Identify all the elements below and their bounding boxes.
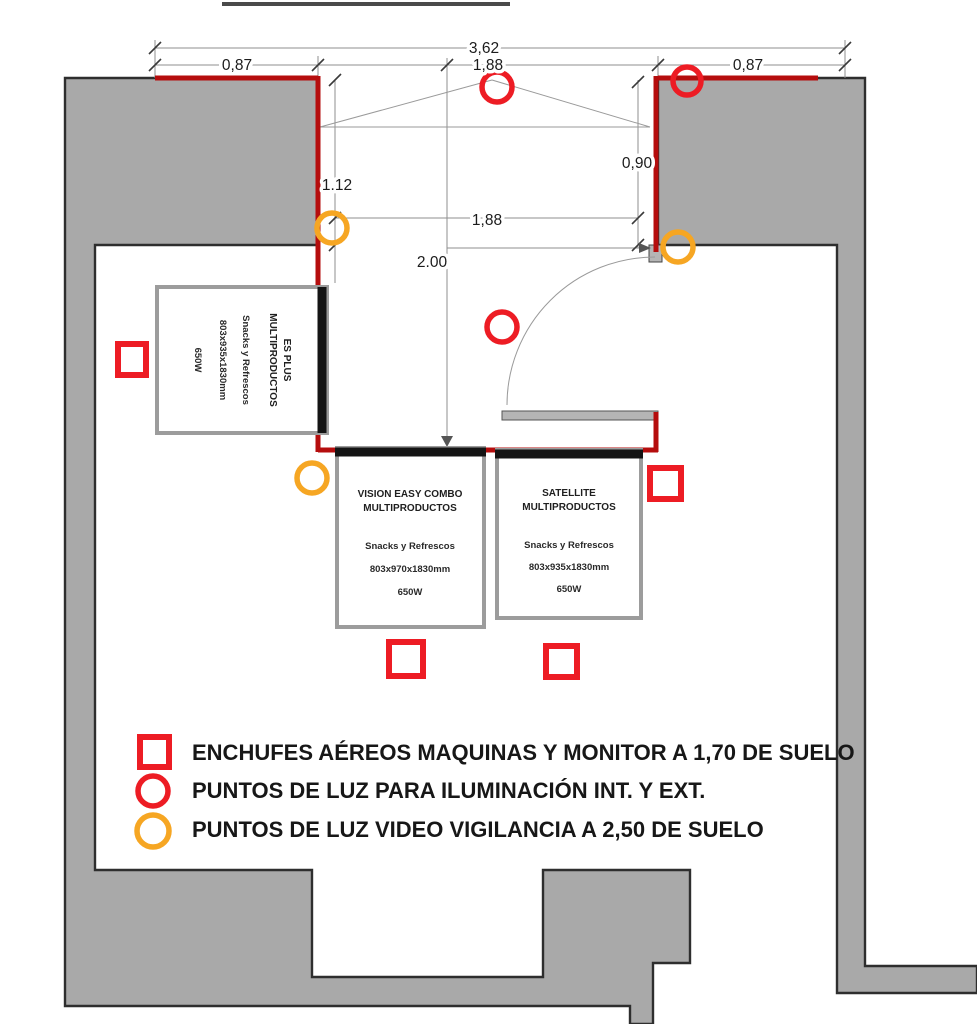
machine-size: 803x935x1830mm <box>528 562 610 573</box>
dim-inner-width: 1,88 <box>471 212 503 229</box>
machine-name: VISION EASY COMBO <box>357 489 463 500</box>
machine-name: MULTIPRODUCTOS <box>363 503 457 514</box>
machine-name: SATELLITE <box>542 488 596 499</box>
right-wall-mass <box>658 78 977 993</box>
power-outlet-symbol <box>546 646 577 677</box>
machine-product: Snacks y Refrescos <box>524 540 614 551</box>
machine-power: 650W <box>397 587 423 598</box>
machine-vision-easy-combo <box>335 448 486 627</box>
machine-name: MULTIPRODUCTOS <box>522 502 616 513</box>
dim-left-depth: 1.12 <box>321 177 353 194</box>
light-point-symbol <box>482 72 512 102</box>
machine-size: 803x970x1830mm <box>369 564 451 575</box>
machine-power: 650W <box>192 347 203 373</box>
machine-satellite <box>495 450 643 618</box>
machine-name: MULTIPRODUCTOS <box>267 313 278 407</box>
machine-product: Snacks y Refrescos <box>365 541 455 552</box>
door-swing-arc <box>507 257 655 405</box>
machine-power: 650W <box>556 584 582 595</box>
machine-name: ES PLUS <box>281 338 292 382</box>
legend-orange-circle-icon <box>137 815 169 847</box>
dim-inner-depth: 2.00 <box>416 254 448 271</box>
dim-left-segment: 0,87 <box>221 57 253 74</box>
cctv-point-symbol <box>297 463 327 493</box>
machine-product: Snacks y Refrescos <box>240 315 251 405</box>
legend <box>137 737 855 847</box>
power-outlet-symbol <box>389 642 423 676</box>
power-outlet-symbol <box>118 344 146 375</box>
machine-es-plus <box>157 287 327 433</box>
light-point-symbol <box>487 312 517 342</box>
cctv-point-symbol <box>317 213 347 243</box>
legend-label-outlets: ENCHUFES AÉREOS MAQUINAS Y MONITOR A 1,70 DE SUELO <box>192 740 855 765</box>
door-leaf <box>502 411 658 420</box>
power-outlet-symbol <box>650 468 681 499</box>
dim-opening-width: 1,88 <box>472 57 504 74</box>
dim-overall-width: 3,62 <box>468 40 500 57</box>
legend-label-cctv: PUNTOS DE LUZ VIDEO VIGILANCIA A 2,50 DE SUELO <box>192 817 764 842</box>
arrowhead-down <box>441 436 453 447</box>
dim-right-segment: 0,87 <box>732 57 764 74</box>
legend-label-lights: PUNTOS DE LUZ PARA ILUMINACIÓN INT. Y EXT. <box>192 778 706 803</box>
machine-size: 803x935x1830mm <box>217 319 228 401</box>
dim-right-depth: 0,90 <box>621 155 653 172</box>
legend-red-square-icon <box>140 737 169 767</box>
legend-red-circle-icon <box>138 776 168 806</box>
